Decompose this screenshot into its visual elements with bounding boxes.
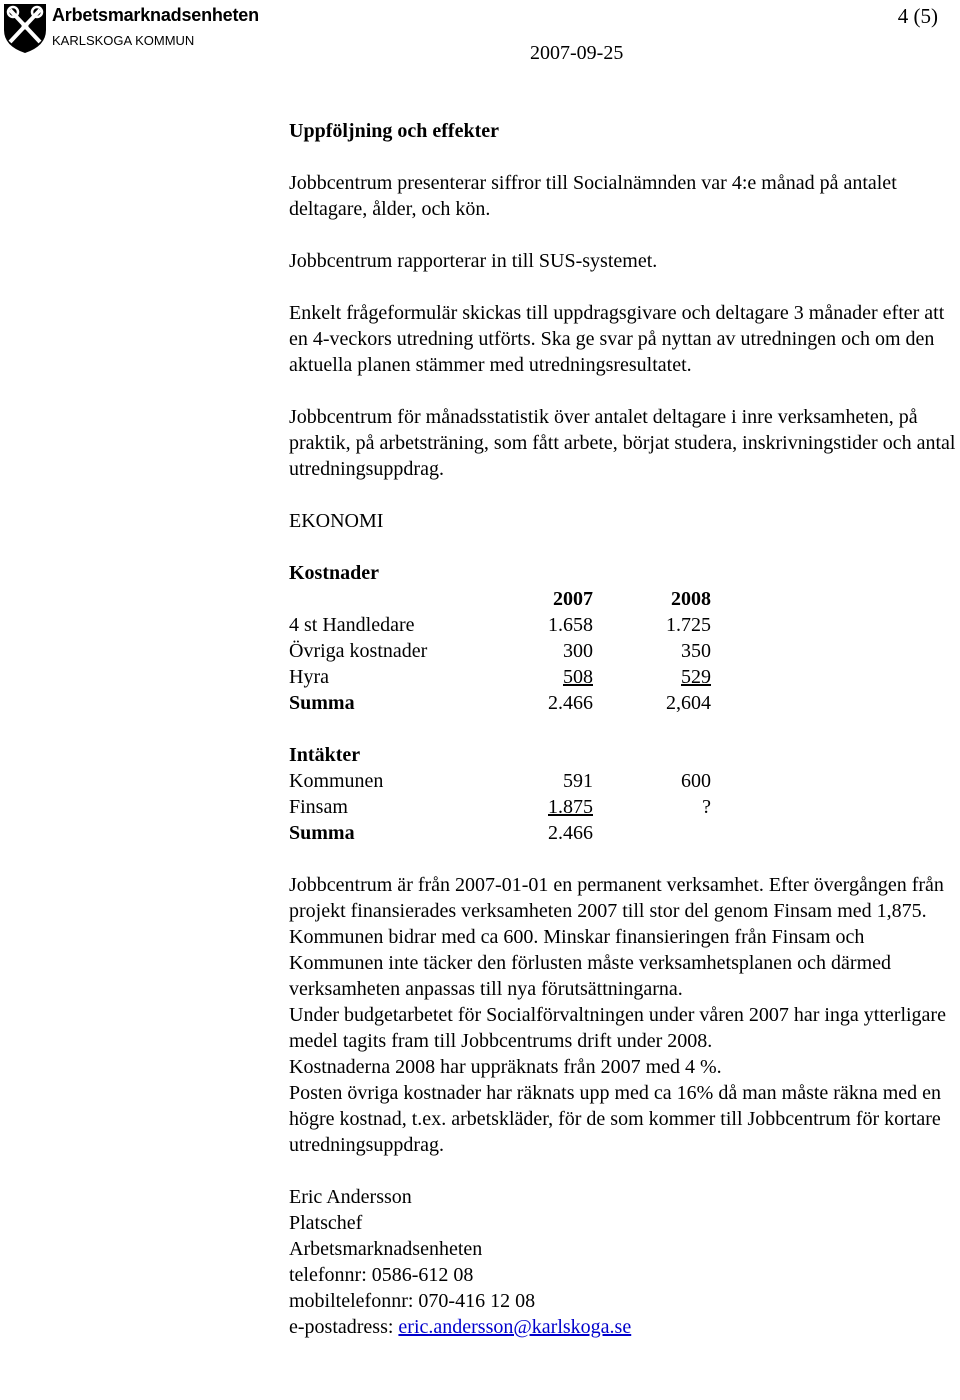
row-label: 4 st Handledare (289, 614, 415, 636)
signature (289, 1184, 957, 1340)
paragraph-statistics: Jobbcentrum för månadsstatistik över antalet deltagare i inre verksamheten, på praktik, på arbetsträning, som fått arbete, börjat studera, inskrivningstider och antal utredningsuppdrag. (289, 406, 956, 480)
header-logo (0, 0, 270, 56)
cell-2008: 350 (681, 640, 711, 662)
year-2007-header: 2007 (553, 588, 593, 610)
signature-unit: Arbetsmarknadsenheten (289, 1238, 483, 1260)
cell-2008: 2,604 (666, 692, 711, 714)
document-body (289, 118, 957, 1340)
economy-table (289, 560, 711, 846)
cell-2008: 529 (681, 666, 711, 688)
municipal-coat-of-arms-icon (2, 2, 48, 54)
row-label: Hyra (289, 666, 329, 688)
signature-name: Eric Andersson (289, 1186, 412, 1208)
logo-subtitle: KARLSKOGA KOMMUN (52, 33, 195, 48)
table-row (289, 638, 711, 664)
document-date: 2007-09-25 (530, 42, 624, 64)
paragraph-reporting: Jobbcentrum presenterar siffror till Socialnämnden var 4:e månad på antalet deltagare, ålder, och kön. (289, 172, 897, 220)
row-label: Kommunen (289, 770, 384, 792)
signature-mobile: mobiltelefonnr: 070-416 12 08 (289, 1290, 536, 1312)
cell-2007: 1.658 (548, 614, 593, 636)
cell-2007: 2.466 (548, 692, 593, 714)
cell-2008: 600 (681, 770, 711, 792)
income-heading: Intäkter (289, 744, 361, 766)
row-label: Finsam (289, 796, 348, 818)
cell-2008: ? (702, 796, 711, 818)
table-row (289, 768, 711, 794)
cell-2007: 591 (563, 770, 593, 792)
table-row (289, 612, 711, 638)
email-label: e-postadress: (289, 1316, 399, 1338)
cell-2007: 1.875 (548, 796, 593, 818)
paragraph-questionnaire: Enkelt frågeformulär skickas till uppdragsgivare och deltagare 3 månader efter att en 4-veckors utredning utförts. Ska ge svar på nyttan av utredningen och om den aktuella planen stämmer med utredningsresultatet. (289, 302, 945, 376)
costs-total-row (289, 690, 711, 716)
paragraph-other-costs: Posten övriga kostnader har räknats upp med ca 16% då man måste räkna med en högre kostnad, t.ex. arbetskläder, för de som kommer till Jobbcentrum för kortare utredningsuppdrag. (289, 1082, 942, 1156)
email-link[interactable]: eric.andersson@karlskoga.se (398, 1316, 632, 1338)
signature-phone: telefonnr: 0586-612 08 (289, 1264, 474, 1286)
cell-2007: 2.466 (548, 822, 593, 844)
paragraph-budget: Under budgetarbetet för Socialförvaltningen under våren 2007 har inga ytterligare medel tagits fram till Jobbcentrums drift under 2008. (289, 1004, 946, 1052)
costs-heading-row (289, 560, 711, 586)
row-label: Övriga kostnader (289, 640, 428, 662)
cell-2007: 508 (563, 666, 593, 688)
section-heading-followup: Uppföljning och effekter (289, 120, 499, 142)
table-row (289, 794, 711, 820)
summary-text (289, 872, 957, 1158)
table-row (289, 664, 711, 690)
row-label: Summa (289, 822, 355, 844)
signature-email-line (289, 1314, 957, 1340)
year-2008-header: 2008 (671, 588, 711, 610)
income-total-row (289, 820, 711, 846)
cell-2007: 300 (563, 640, 593, 662)
income-heading-row (289, 742, 711, 768)
row-label: Summa (289, 692, 355, 714)
section-heading-economy: EKONOMI (289, 510, 384, 532)
paragraph-permanent: Jobbcentrum är från 2007-01-01 en permanent verksamhet. Efter övergången från projekt finansierades verksamheten 2007 till stor del genom Finsam med 1,875. Kommunen bidrar med ca 600. Minskar finansieringen från Finsam och Kommunen inte täcker den förlusten måste verksamhetsplanen och därmed verksamheten anpassas till nya förutsättningarna. (289, 874, 944, 1000)
cell-2008: 1.725 (666, 614, 711, 636)
costs-heading: Kostnader (289, 562, 379, 584)
page-number: 4 (5) (897, 4, 938, 28)
signature-title: Platschef (289, 1212, 363, 1234)
paragraph-increase: Kostnaderna 2008 har uppräknats från 2007 med 4 %. (289, 1056, 722, 1078)
years-header-row (289, 586, 711, 612)
logo-title: Arbetsmarknadsenheten (52, 5, 259, 25)
paragraph-sus: Jobbcentrum rapporterar in till SUS-systemet. (289, 250, 658, 272)
